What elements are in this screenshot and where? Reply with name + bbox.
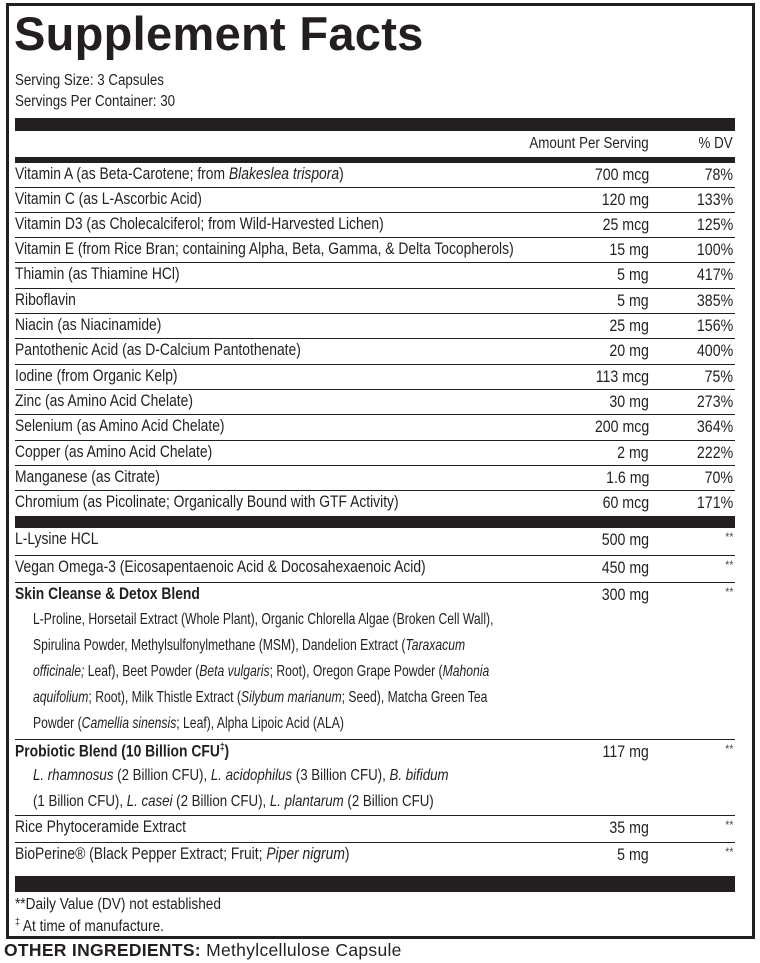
table-row bbox=[15, 163, 735, 188]
table-row bbox=[15, 441, 735, 466]
ingredient-line: aquifolium; Root), Milk Thistle Extract (Silybum marianum; Seed), Matcha Green Tea bbox=[33, 689, 488, 706]
ingredient-name: Rice Phytoceramide Extract bbox=[15, 818, 187, 836]
ingredient-dv: ** bbox=[724, 818, 733, 832]
nutrient-dv: 133% bbox=[696, 191, 733, 209]
blend-name: Skin Cleanse & Detox Blend bbox=[15, 585, 200, 603]
nutrient-amount: 15 mg bbox=[609, 241, 649, 259]
ingredient-amount: 5 mg bbox=[617, 846, 649, 864]
table-row bbox=[15, 314, 735, 339]
ingredient-name: L-Lysine HCL bbox=[15, 530, 99, 548]
nutrient-name: Selenium (as Amino Acid Chelate) bbox=[15, 417, 225, 435]
nutrient-amount: 30 mg bbox=[609, 393, 649, 411]
nutrient-name: Pantothenic Acid (as D-Calcium Pantothenate) bbox=[15, 341, 301, 359]
nutrient-amount: 25 mg bbox=[609, 317, 649, 335]
table-row bbox=[15, 390, 735, 415]
nutrient-name: Vitamin E (from Rice Bran; containing Alpha, Beta, Gamma, & Delta Tocopherols) bbox=[15, 240, 514, 258]
nutrient-amount: 5 mg bbox=[617, 266, 649, 284]
serving-size: Serving Size: 3 Capsules bbox=[15, 72, 164, 89]
nutrient-name: Zinc (as Amino Acid Chelate) bbox=[15, 392, 193, 410]
nutrient-dv: 156% bbox=[696, 317, 733, 335]
nutrient-amount: 120 mg bbox=[601, 191, 649, 209]
nutrient-name: Manganese (as Citrate) bbox=[15, 468, 160, 486]
ingredient-name: Vegan Omega-3 (Eicosapentaenoic Acid & Docosahexaenoic Acid) bbox=[15, 558, 426, 576]
blend-name: Probiotic Blend (10 Billion CFU‡) bbox=[15, 742, 230, 761]
nutrient-name: Vitamin A (as Beta-Carotene; from Blakeslea trispora) bbox=[15, 165, 344, 183]
nutrient-amount: 25 mcg bbox=[602, 216, 649, 234]
nutrient-dv: 100% bbox=[696, 241, 733, 259]
nutrient-dv: 417% bbox=[696, 266, 733, 284]
nutrient-dv: 222% bbox=[696, 444, 733, 462]
nutrient-amount: 2 mg bbox=[617, 444, 649, 462]
thick-divider bbox=[15, 516, 735, 528]
manufacture-footnote: ‡ At time of manufacture. bbox=[15, 917, 164, 936]
nutrient-dv: 171% bbox=[696, 494, 733, 512]
ingredient-dv: ** bbox=[724, 845, 733, 859]
ingredient-line: L. rhamnosus (2 Billion CFU), L. acidophilus (3 Billion CFU), B. bifidum bbox=[33, 767, 449, 784]
table-row bbox=[15, 466, 735, 491]
ingredient-line: (1 Billion CFU), L. casei (2 Billion CFU), L. plantarum (2 Billion CFU) bbox=[33, 793, 434, 810]
nutrient-dv: 125% bbox=[696, 216, 733, 234]
amount-column-header: Amount Per Serving bbox=[529, 135, 649, 152]
nutrient-amount: 700 mcg bbox=[594, 166, 649, 184]
ingredient-amount: 35 mg bbox=[609, 819, 649, 837]
nutrient-amount: 1.6 mg bbox=[605, 469, 649, 487]
table-row-lysine bbox=[15, 528, 735, 556]
nutrient-name: Vitamin D3 (as Cholecalciferol; from Wild-Harvested Lichen) bbox=[15, 215, 384, 233]
nutrient-amount: 200 mcg bbox=[594, 418, 649, 436]
table-row bbox=[15, 263, 735, 289]
table-row bbox=[15, 365, 735, 390]
other-ingredients: OTHER INGREDIENTS: Methylcellulose Capsule bbox=[4, 940, 402, 960]
nutrient-amount: 5 mg bbox=[617, 292, 649, 310]
ingredient-amount: 450 mg bbox=[601, 559, 649, 577]
nutrient-name: Niacin (as Niacinamide) bbox=[15, 316, 162, 334]
ingredient-line: L-Proline, Horsetail Extract (Whole Plant), Organic Chlorella Algae (Broken Cell Wall), bbox=[33, 611, 494, 628]
servings-per-container: Servings Per Container: 30 bbox=[15, 93, 176, 110]
ingredient-amount: 117 mg bbox=[602, 743, 649, 761]
ingredient-dv: ** bbox=[724, 742, 733, 756]
nutrient-dv: 78% bbox=[704, 166, 733, 184]
ingredient-amount: 300 mg bbox=[601, 586, 649, 604]
nutrient-dv: 385% bbox=[696, 292, 733, 310]
nutrient-name: Iodine (from Organic Kelp) bbox=[15, 367, 178, 385]
thick-divider bbox=[15, 876, 735, 892]
table-row bbox=[15, 238, 735, 263]
nutrient-dv: 75% bbox=[704, 368, 733, 386]
nutrient-amount: 20 mg bbox=[609, 342, 649, 360]
nutrient-name: Copper (as Amino Acid Chelate) bbox=[15, 443, 213, 461]
table-row-omega bbox=[15, 556, 735, 583]
nutrient-dv: 400% bbox=[696, 342, 733, 360]
table-row bbox=[15, 339, 735, 365]
nutrient-dv: 273% bbox=[696, 393, 733, 411]
column-header bbox=[15, 134, 735, 156]
table-row-bioperine bbox=[15, 843, 735, 873]
label-title: Supplement Facts bbox=[14, 7, 424, 60]
table-row bbox=[15, 289, 735, 314]
nutrient-name: Vitamin C (as L-Ascorbic Acid) bbox=[15, 190, 202, 208]
ingredient-dv: ** bbox=[724, 530, 733, 544]
table-row bbox=[15, 415, 735, 441]
nutrient-name: Riboflavin bbox=[15, 291, 76, 309]
nutrient-amount: 113 mcg bbox=[595, 368, 649, 386]
table-row bbox=[15, 491, 735, 516]
ingredient-dv: ** bbox=[724, 585, 733, 599]
ingredient-name: BioPerine® (Black Pepper Extract; Fruit; Piper nigrum) bbox=[15, 845, 350, 863]
ingredient-amount: 500 mg bbox=[601, 531, 649, 549]
dv-column-header: % DV bbox=[698, 135, 733, 152]
ingredient-line: Powder (Camellia sinensis; Leaf), Alpha Lipoic Acid (ALA) bbox=[33, 715, 344, 732]
ingredient-line: officinale; Leaf), Beet Powder (Beta vulgaris; Root), Oregon Grape Powder (Mahonia bbox=[33, 663, 490, 680]
table-row bbox=[15, 213, 735, 238]
nutrient-dv: 364% bbox=[696, 418, 733, 436]
ingredient-dv: ** bbox=[724, 558, 733, 572]
nutrient-name: Chromium (as Picolinate; Organically Bound with GTF Activity) bbox=[15, 493, 399, 511]
nutrient-dv: 70% bbox=[704, 469, 733, 487]
ingredient-line: Spirulina Powder, Methylsulfonylmethane (MSM), Dandelion Extract (Taraxacum bbox=[33, 637, 466, 654]
table-row-rice bbox=[15, 816, 735, 843]
nutrient-name: Thiamin (as Thiamine HCl) bbox=[15, 265, 180, 283]
thick-divider bbox=[15, 118, 735, 131]
table-row bbox=[15, 188, 735, 213]
dv-footnote: **Daily Value (DV) not established bbox=[15, 896, 221, 913]
nutrient-amount: 60 mcg bbox=[602, 494, 649, 512]
